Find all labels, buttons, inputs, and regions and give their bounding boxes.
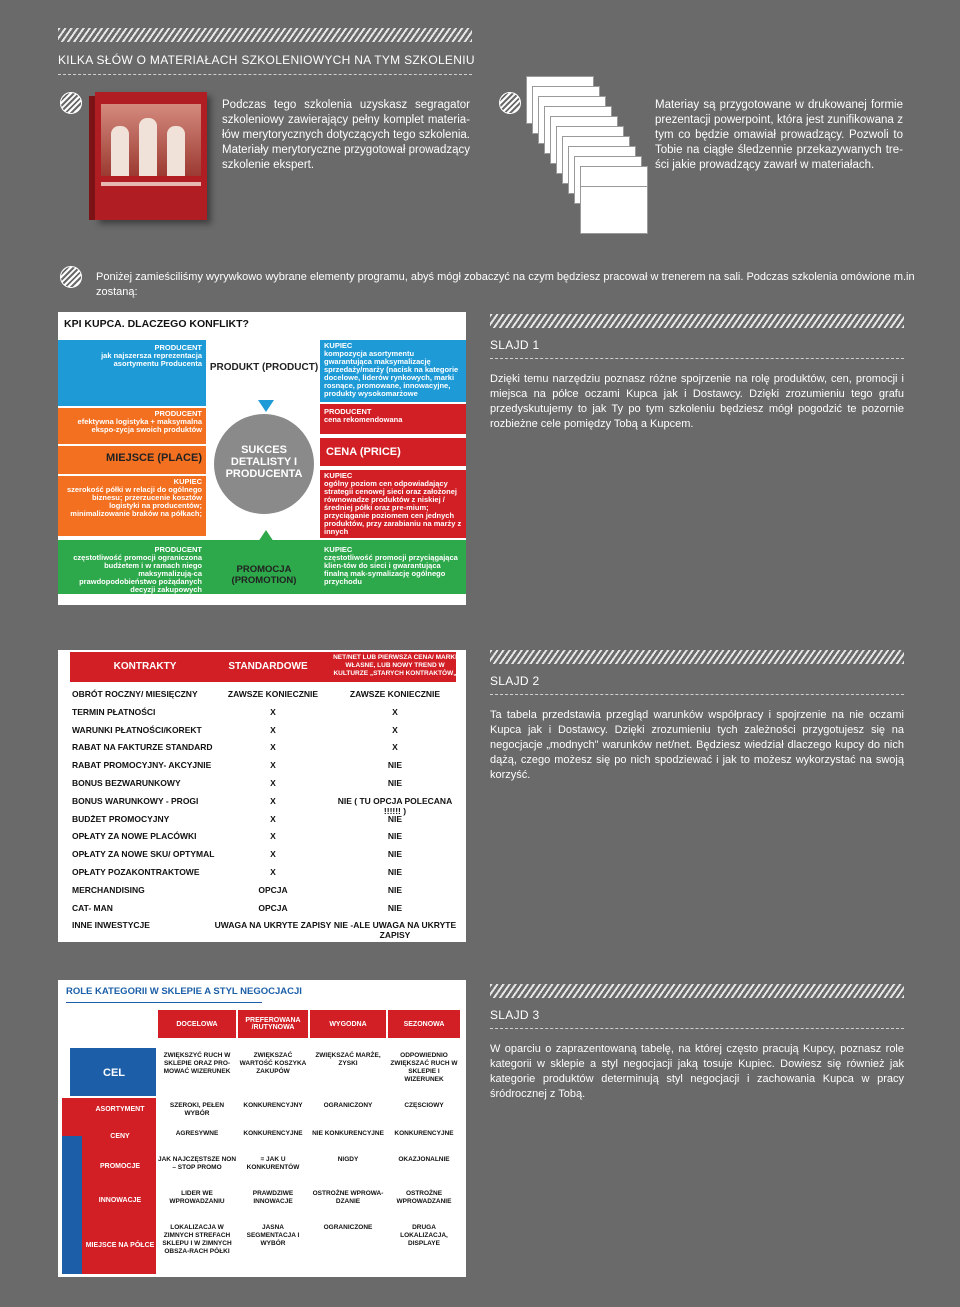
category-roles-table: [58, 980, 466, 1277]
table-cell: X: [392, 706, 398, 717]
table-cell: BONUS BEZWARUNKOWY: [72, 778, 181, 788]
table-cell: = JAK U KONKURENTÓW: [246, 1156, 300, 1171]
table-cell: JASNA SEGMENTACJA I WYBÓR: [246, 1224, 300, 1247]
table-cell: X: [270, 742, 276, 753]
table-cell: NIE ( TU OPCJA POLECANA !!!!!! ): [337, 795, 453, 816]
table-cell: X: [270, 813, 276, 824]
table-row: [58, 793, 466, 816]
table-cell: ZAWSZE KONIECZNIE: [349, 689, 441, 699]
row-label: MIEJSCE NA PÓŁCE: [85, 1242, 155, 1249]
table-row: [58, 739, 466, 756]
table-cell: JAK NAJCZĘSTSZE NON – STOP PROMO: [158, 1156, 237, 1171]
table-row: [58, 775, 466, 792]
table-cell: X: [270, 760, 276, 771]
col-sezonowa: SEZONOWA: [388, 1010, 460, 1038]
slide1-heading: SLAJD 1: [490, 338, 540, 352]
slide3-hatch-bar: [490, 984, 904, 998]
table-row: [58, 828, 466, 845]
slide1-description: Dzięki temu narzędziu poznasz różne spojrzenie na rolę produktów, cen, promocji i miejsca na półce oczami Kupca jak i Dostawcy. Dzięki zrozumieniu tego grafu przedyskutujemy to jak Ty po tym szkoleniu będziesz mógł pogodzić te pozornie rozbieżne cele pomiędzy Tobą a Kupcem.: [490, 373, 904, 430]
table-row: [58, 811, 466, 828]
table-row: [58, 917, 466, 941]
table-cell: X: [392, 742, 398, 753]
table-cell: X: [270, 706, 276, 717]
kpi-diagram: [58, 312, 466, 605]
table-row: [58, 900, 466, 917]
table-cell: NIE: [387, 831, 403, 842]
table-cell: ODPOWIEDNIO ZWIĘKSZAĆ RUCH W SKLEPIE I WIZERUNEK: [390, 1052, 458, 1083]
table-cell: BONUS WARUNKOWY - PROGI: [72, 795, 199, 806]
col-wygodna: WYGODNA: [310, 1010, 386, 1038]
arrow-up-icon: [258, 530, 274, 542]
table-cell: PRAWDZIWE INNOWACJE: [252, 1190, 294, 1205]
col-preferowana: PREFEROWANA /RUTYNOWA: [238, 1010, 308, 1038]
table-cell: ZWIĘKSZAĆ WARTOŚĆ KOSZYKA ZAKUPÓW: [239, 1052, 307, 1075]
table-cell: WARUNKI PŁATNOŚCI/KOREKT: [72, 724, 202, 735]
place-producer-text: PRODUCENT efektywna logistyka + maksymalna ekspo-zycja swoich produktów: [77, 409, 202, 434]
table-cell: TERMIN PŁATNOŚCI: [72, 706, 156, 717]
table-row: [58, 757, 466, 774]
table-cell: X: [270, 795, 276, 806]
table-cell: OPCJA: [258, 884, 288, 895]
table-cell: OPŁATY POZAKONTRAKTOWE: [72, 867, 200, 877]
stripe-badge-icon: [60, 92, 82, 114]
table-cell: X: [270, 867, 276, 877]
col-docelowa: DOCELOWA: [158, 1010, 236, 1038]
roles-title: ROLE KATEGORII W SKLEPIE A STYL NEGOCJACJI: [66, 986, 302, 997]
slide2-hatch-bar: [490, 650, 904, 664]
promo-buyer-text: KUPIEC częstotliwość promocji przyciągająca klien-tów do sieci i gwarantująca finalną mak-symalizację ogólnego przychodu: [324, 545, 458, 586]
price-producer-text: PRODUCENT cena rekomendowana: [324, 407, 403, 424]
table-cell: ZWIĘKSZAĆ MARŻE, ZYSKI: [315, 1052, 381, 1067]
table-cell: RABAT PROMOCYJNY- AKCYJNIE: [72, 760, 212, 771]
slide3-heading: SLAJD 3: [490, 1008, 540, 1022]
place-buyer-text: KUPIEC szerokość półki w relacji do ogólnego biznesu; przerzucenie kosztów logistyki na producentów; minimalizowanie braków na półkach;: [66, 477, 202, 518]
binder-image: [95, 92, 207, 220]
slide2-heading: SLAJD 2: [490, 674, 540, 688]
contracts-table: [58, 650, 466, 942]
slide3-divider: [490, 1028, 904, 1029]
table-cell: X: [270, 831, 276, 842]
table-cell: NIGDY: [337, 1156, 359, 1163]
table-cell: KONKURENCYJNE: [394, 1130, 454, 1137]
slide3-description: W oparciu o zaprazentowaną tabelę, na której często pracują Kupcy, poznasz role kategorii w sklepie a styl negocjacji jaką tosuje Kupiec. Dowiesz się również jak kategorie produktów determinują styl negocjacji i zachowania Kupca w pracy śródrocznej z Tobą.: [490, 1043, 904, 1100]
binder-description: Podczas tego szkolenia uzyskasz segragator szkoleniowy zawierający pełny komplet materia-łów merytorycznych dotyczących tego szkolenia. Materiały merytoryczne przygotował prowadzący szkolenie ekspert.: [222, 99, 470, 171]
col-header-contracts: KONTRAKTY: [113, 661, 177, 672]
product-producer-text: PRODUCENT jak najszersza reprezentacja asortymentu Producenta: [101, 343, 202, 368]
table-cell: KONKURENCYJNE: [243, 1130, 303, 1137]
table-row: [58, 864, 466, 881]
table-cell: NIE: [387, 902, 403, 913]
col-header-netnet: NET/NET LUB PIERWSZA CENA/ MARKI WŁASNE, LUB NOWY TREND W KULTURZE „STARYCH KONTRAKTÓW„: [333, 654, 457, 677]
table-cell: X: [270, 849, 276, 860]
row-label: ASORTYMENT: [95, 1106, 145, 1113]
table-cell: BUDŻET PROMOCYJNY: [72, 813, 170, 824]
stripe-badge-icon: [499, 92, 521, 114]
page-title: KILKA SŁÓW O MATERIAŁACH SZKOLENIOWYCH NA TYM SZKOLENIU: [58, 53, 475, 67]
price-buyer-text: KUPIEC ogólny poziom cen odpowiadający strategii cenowej sieci oraz założonej równowadze produktów z niskiej /średniej półki oraz pre-mium; przyciąganie poziomem cen jednych produktów, przy zarabianiu na marży z innych: [324, 471, 462, 536]
table-cell: NIE: [387, 884, 403, 895]
table-cell: LOKALIZACJA W ZIMNYCH STREFACH SKLEPU I W ZIMNYCH OBSZA-RACH PÓŁKI: [162, 1224, 232, 1255]
table-cell: CAT- MAN: [72, 902, 113, 913]
table-cell: OKAZJONALNIE: [398, 1156, 450, 1163]
table-cell: OPŁATY ZA NOWE SKU/ OPTYMAL: [72, 849, 215, 860]
row-label: PROMOCJE: [99, 1163, 141, 1170]
row-label: INNOWACJE: [98, 1197, 142, 1204]
table-cell: DRUGA LOKALIZACJA, DISPLAYE: [400, 1224, 448, 1247]
price-label: CENA (PRICE): [326, 446, 401, 458]
table-cell: NIE: [387, 867, 403, 877]
table-cell: NIE: [387, 813, 403, 824]
col-header-standard: STANDARDOWE: [228, 661, 308, 672]
product-buyer-text: KUPIEC kompozycja asortymentu gwarantująca maksymalizację sprzedaży/marży (nacisk na kategorie docelowe, liderów rynkowych, marki rosnące, promowane, innowacyjne, produkty wysokomarżowe: [324, 341, 459, 398]
table-cell: OPCJA: [258, 902, 288, 913]
table-cell: OSTROŻNE WPROWA-DZANIE: [312, 1190, 384, 1205]
table-cell: NIE: [387, 760, 403, 771]
table-cell: X: [392, 724, 398, 735]
table-cell: INNE INWESTYCJE: [72, 920, 150, 931]
slide2-description: Ta tabela przedstawia przegląd warunków współpracy i spojrzenie na nie oczami Kupca jak i Dostawcy. Dzięki zrozumieniu tych zależności przygotujesz się na negocjacje „modnych" warunków net/net. Będziesz wiedział dlaczego kupcy do nich dążą, czego możesz się po nich spodziewać i jak to możesz wykorzystać na swoją korzyść.: [490, 709, 904, 781]
program-intro: Poniżej zamieściliśmy wyrywkowo wybrane elementy programu, abyś mógł zobaczyć na czym będziesz pracował w trenerem na sali. Podczas szkolenia omówione m.in zostaną:: [96, 271, 915, 298]
slide1-divider: [490, 358, 904, 359]
row-label: CENY: [110, 1133, 130, 1140]
table-cell: MERCHANDISING: [72, 884, 145, 895]
header-hatch-bar: [58, 28, 472, 42]
table-cell: KONKURENCYJNY: [243, 1102, 303, 1109]
product-label: PRODUKT (PRODUCT): [209, 362, 319, 373]
table-cell: CZĘSCIOWY: [404, 1102, 444, 1109]
table-cell: OPŁATY ZA NOWE PLACÓWKI: [72, 831, 197, 842]
table-row: [58, 882, 466, 899]
table-cell: OGRANICZONE: [323, 1224, 373, 1231]
table-row: [58, 846, 466, 863]
table-cell: X: [270, 724, 276, 735]
promotion-label: PROMOCJA (PROMOTION): [231, 564, 297, 586]
stripe-badge-icon: [60, 266, 82, 288]
table-cell: ZAWSZE KONIECZNIE: [227, 689, 319, 699]
table-cell: UWAGA NA UKRYTE ZAPISY: [214, 920, 332, 931]
table-cell: OGRANICZONY: [323, 1102, 373, 1109]
place-label: MIEJSCE (PLACE): [106, 452, 202, 464]
table-cell: NIE: [387, 849, 403, 860]
table-row: [58, 686, 466, 703]
slides-description: Materiay są przygotowane w drukowanej formie prezentacji powerpoint, która jest zunifikowana z tym co będzie omawiał prowadzący. Pozwoli to Tobie na ciągłe śledzennie przekazywanych tre-ści jakie prowadzący zawarł w materiałach.: [655, 99, 903, 171]
table-cell: RABAT NA FAKTURZE STANDARD: [72, 742, 213, 753]
table-cell: NIE -ALE UWAGA NA UKRYTE ZAPISY: [333, 920, 457, 941]
table-cell: LIDER WE WPROWADZANIU: [169, 1190, 225, 1205]
arrow-down-icon: [258, 400, 274, 412]
table-cell: SZEROKI, PEŁEN WYBÓR: [169, 1102, 225, 1117]
table-cell: AGRESYWNE: [175, 1130, 219, 1137]
table-cell: NIE: [387, 778, 403, 788]
table-row: [58, 704, 466, 721]
table-cell: OBRÓT ROCZNY/ MIESIĘCZNY: [72, 689, 198, 699]
table-cell: NIE KONKURENCYJNE: [312, 1130, 384, 1137]
kpi-title: KPI KUPCA. DLACZEGO KONFLIKT?: [64, 318, 249, 330]
table-cell: X: [270, 778, 276, 788]
table-row: [58, 722, 466, 739]
slide1-hatch-bar: [490, 314, 904, 328]
table-cell: OSTROŻNE WPROWADZANIE: [396, 1190, 452, 1205]
header-divider: [58, 74, 472, 75]
table-cell: ZWIĘKSZYĆ RUCH W SKLEPIE ORAZ PRO-MOWAĆ WIZERUNEK: [163, 1052, 231, 1075]
row-label: CEL: [103, 1067, 125, 1079]
promo-producer-text: PRODUCENT częstotliwość promocji ograniczona budżetem i w ramach niego maksymalizują-ca prawdopodobieństwo pożądanych decyzji zakupowych: [73, 545, 202, 594]
slide2-divider: [490, 694, 904, 695]
success-label: SUKCES DETALISTY I PRODUCENTA: [225, 444, 303, 480]
